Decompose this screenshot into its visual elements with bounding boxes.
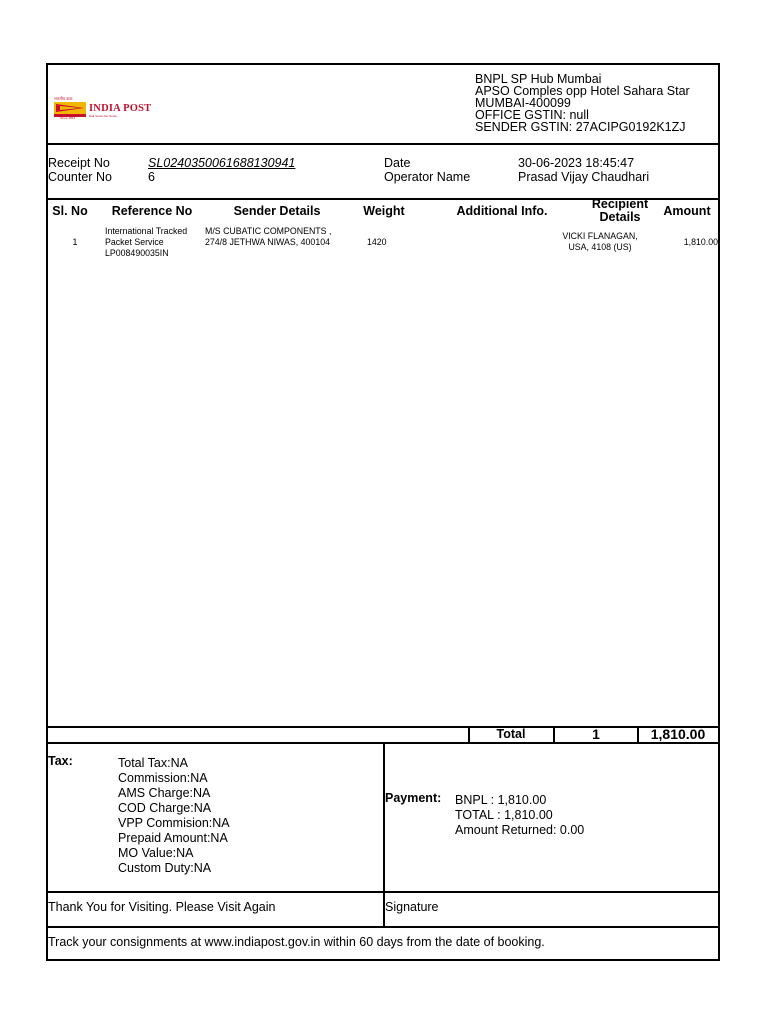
tax-line: AMS Charge:NA	[118, 786, 211, 800]
header-reference-no: Reference No	[111, 204, 193, 218]
office-address	[475, 73, 690, 133]
total-count: 1	[592, 726, 600, 742]
row-sender-details: M/S CUBATIC COMPONENTS , 274/8 JETHWA NIWAS, 400104	[205, 226, 332, 247]
india-post-logo	[54, 97, 158, 121]
tax-line: Custom Duty:NA	[118, 861, 212, 875]
header-sl-no: Sl. No	[52, 204, 88, 218]
counter-no-label: Counter No	[48, 170, 112, 184]
tracking-note: Track your consignments at www.indiapost.gov.in within 60 days from the date of booking.	[48, 935, 545, 949]
header-amount: Amount	[663, 204, 711, 218]
tax-label: Tax:	[48, 754, 73, 768]
payment-label: Payment:	[385, 791, 442, 805]
office-line: SENDER GSTIN: 27ACIPG0192K1ZJ	[475, 120, 686, 134]
tax-line: Commission:NA	[118, 771, 208, 785]
payment-line: BNPL : 1,810.00	[455, 793, 547, 807]
tax-line: COD Charge:NA	[118, 801, 212, 815]
logo-hindi-text: भारतीय डाक	[54, 96, 73, 101]
divider-header	[46, 143, 720, 145]
header-additional-info: Additional Info.	[456, 204, 548, 218]
tax-line: Prepaid Amount:NA	[118, 831, 228, 845]
total-amount: 1,810.00	[650, 726, 706, 742]
tax-line: Total Tax:NA	[118, 756, 188, 770]
row-weight: 1420	[367, 237, 387, 247]
row-reference-no: International Tracked Packet Service LP008490035IN	[105, 226, 188, 258]
date-value: 30-06-2023 18:45:47	[518, 156, 635, 170]
counter-no-value: 6	[148, 170, 155, 184]
logo-tagline: Dak Sewa Jan Sewa	[89, 114, 117, 118]
tax-lines	[118, 756, 230, 876]
row-sl-no: 1	[72, 237, 78, 247]
date-label: Date	[384, 156, 411, 170]
header-weight: Weight	[363, 204, 405, 218]
thank-you-note: Thank You for Visiting. Please Visit Again	[48, 900, 276, 914]
receipt-no-label: Receipt No	[48, 156, 110, 170]
total-label: Total	[496, 727, 526, 741]
payment-line: TOTAL : 1,810.00	[455, 808, 553, 822]
logo-since: Since 1854	[60, 116, 76, 120]
office-line: APSO Comples opp Hotel Sahara Star	[475, 84, 690, 98]
office-line: MUMBAI-400099	[475, 96, 571, 110]
payment-line: Amount Returned: 0.00	[455, 823, 585, 837]
tax-line: VPP Commision:NA	[118, 816, 230, 830]
row-recipient-details: VICKI FLANAGAN, USA, 4108 (US)	[562, 231, 638, 252]
logo-text: INDIA POST	[89, 103, 152, 114]
signature-label: Signature	[385, 900, 439, 914]
operator-value: Prasad Vijay Chaudhari	[518, 170, 650, 184]
header-recipient-details: Recipient Details	[591, 197, 649, 224]
row-amount: 1,810.00	[683, 237, 718, 247]
office-line: BNPL SP Hub Mumbai	[475, 72, 602, 86]
header-sender-details: Sender Details	[233, 204, 321, 218]
operator-label: Operator Name	[384, 170, 471, 184]
office-line: OFFICE GSTIN: null	[475, 108, 589, 122]
receipt-no-value: SL0240350061688130941	[148, 156, 296, 170]
payment-lines	[455, 793, 584, 838]
tax-line: MO Value:NA	[118, 846, 194, 860]
